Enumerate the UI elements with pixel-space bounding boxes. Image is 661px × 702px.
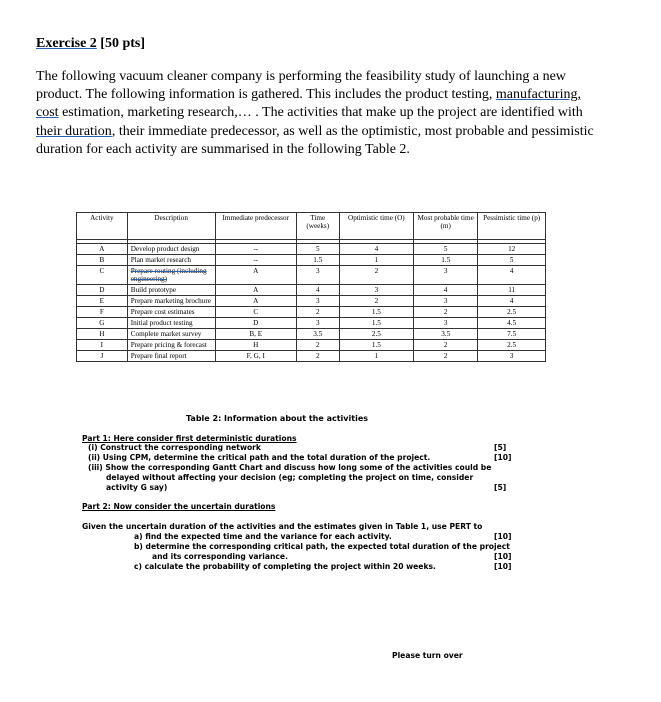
cell-most-probable: 4 — [414, 285, 478, 296]
table-row — [77, 318, 546, 329]
part1-item-iii-line2: delayed without affecting your decision (eg; completing the project on time, consider — [106, 473, 474, 482]
cell-description: Build prototype — [127, 285, 215, 296]
table-row — [77, 340, 546, 351]
cell-predecessor: F, G, I — [215, 351, 296, 362]
cell-time: 3.5 — [296, 329, 339, 340]
cell-pessimistic: 4 — [478, 296, 546, 307]
table-row — [77, 329, 546, 340]
cell-predecessor: H — [215, 340, 296, 351]
intro-underlined-1: manufacturing, cost — [36, 87, 581, 121]
cell-predecessor: A — [215, 285, 296, 296]
cell-optimistic: 4 — [339, 244, 413, 255]
cell-predecessor: A — [215, 266, 296, 285]
cell-pessimistic: 2.5 — [478, 340, 546, 351]
cell-activity: E — [77, 296, 128, 307]
header-activity: Activity — [77, 213, 128, 240]
table-row — [77, 307, 546, 318]
cell-most-probable: 3 — [414, 296, 478, 307]
cell-optimistic: 2 — [339, 296, 413, 307]
intro-paragraph — [36, 68, 596, 159]
table-caption: Table 2: Information about the activities — [186, 414, 368, 423]
part2-intro: Given the uncertain duration of the activities and the estimates given in Table 1, use PERT to — [82, 522, 483, 531]
exercise-label: Exercise 2 — [36, 36, 97, 51]
cell-optimistic: 1 — [339, 351, 413, 362]
cell-most-probable: 3.5 — [414, 329, 478, 340]
footer-text: Please turn over — [392, 651, 463, 660]
part1-heading: Part 1: Here consider first deterministic durations — [82, 434, 297, 443]
cell-pessimistic: 11 — [478, 285, 546, 296]
cell-activity: F — [77, 307, 128, 318]
part1-item-iii-line1: (iii) Show the corresponding Gantt Chart and discuss how long some of the activities could be — [88, 463, 492, 472]
cell-description: Plan market research — [127, 255, 215, 266]
cell-time: 2 — [296, 340, 339, 351]
cell-optimistic: 2 — [339, 266, 413, 285]
cell-optimistic: 2.5 — [339, 329, 413, 340]
table-header-row — [77, 213, 546, 240]
cell-predecessor: -- — [215, 255, 296, 266]
cell-most-probable: 1.5 — [414, 255, 478, 266]
cell-description: Prepare cost estimates — [127, 307, 215, 318]
header-pessimistic: Pessimistic time (p) — [478, 213, 546, 240]
intro-text-1: The following vacuum cleaner company is performing the feasibility study of launching a new product. The following information is gathered. This includes the product testing, — [36, 69, 566, 103]
cell-time: 5 — [296, 244, 339, 255]
cell-time: 3 — [296, 318, 339, 329]
cell-most-probable: 2 — [414, 351, 478, 362]
cell-activity: H — [77, 329, 128, 340]
cell-activity: I — [77, 340, 128, 351]
cell-most-probable: 5 — [414, 244, 478, 255]
cell-predecessor: A — [215, 296, 296, 307]
cell-time: 4 — [296, 285, 339, 296]
cell-activity: G — [77, 318, 128, 329]
cell-description: Prepare routing (including engineering) — [127, 266, 215, 285]
table-row — [77, 285, 546, 296]
part1-item-ii-points: [10] — [494, 453, 512, 462]
cell-description: Prepare pricing & forecast — [127, 340, 215, 351]
footer-note — [392, 651, 463, 660]
header-time: Time (weeks) — [296, 213, 339, 240]
part2-item-b-line2: and its corresponding variance. — [152, 552, 288, 561]
cell-activity: C — [77, 266, 128, 285]
cell-optimistic: 1.5 — [339, 340, 413, 351]
cell-pessimistic: 5 — [478, 255, 546, 266]
cell-time: 3 — [296, 266, 339, 285]
table-row — [77, 351, 546, 362]
part2-item-c-points: [10] — [494, 562, 512, 571]
cell-most-probable: 2 — [414, 307, 478, 318]
part1-item-ii: (ii) Using CPM, determine the critical path and the total duration of the project. — [88, 453, 431, 462]
cell-description: Develop product design — [127, 244, 215, 255]
cell-activity: J — [77, 351, 128, 362]
part2-item-b-points: [10] — [494, 552, 512, 561]
activity-table-container — [76, 212, 546, 362]
cell-time: 2 — [296, 307, 339, 318]
intro-text-3: , their immediate predecessor, as well as the optimistic, most probable and pessimistic duration for each activity are summarised in the following Table 2. — [36, 123, 594, 157]
cell-optimistic: 1 — [339, 255, 413, 266]
cell-optimistic: 3 — [339, 285, 413, 296]
part1-item-iii-points: [5] — [494, 483, 507, 492]
cell-activity: D — [77, 285, 128, 296]
cell-pessimistic: 3 — [478, 351, 546, 362]
intro-text-2: estimation, marketing research,… . The activities that make up the project are identified with — [58, 105, 583, 121]
exercise-points: [50 pts] — [96, 36, 146, 51]
header-optimistic: Optimistic time (O) — [339, 213, 413, 240]
cell-activity: B — [77, 255, 128, 266]
part2-heading: Part 2: Now consider the uncertain durations — [82, 502, 276, 511]
table-row — [77, 244, 546, 255]
cell-pessimistic: 4.5 — [478, 318, 546, 329]
table-row — [77, 296, 546, 307]
part2-item-a-points: [10] — [494, 532, 512, 541]
cell-description: Prepare marketing brochure — [127, 296, 215, 307]
part1-item-i: (i) Construct the corresponding network — [88, 443, 261, 452]
cell-activity: A — [77, 244, 128, 255]
cell-description: Prepare final report — [127, 351, 215, 362]
part2-item-b-line1: b) determine the corresponding critical path, the expected total duration of the project — [134, 542, 510, 551]
cell-predecessor: -- — [215, 244, 296, 255]
cell-pessimistic: 4 — [478, 266, 546, 285]
cell-time: 2 — [296, 351, 339, 362]
cell-predecessor: B, E — [215, 329, 296, 340]
cell-description: Complete market survey — [127, 329, 215, 340]
intro-underlined-2: their duration — [36, 123, 112, 139]
cell-most-probable: 2 — [414, 340, 478, 351]
table-row — [77, 255, 546, 266]
cell-pessimistic: 2.5 — [478, 307, 546, 318]
header-most-probable: Most probable time (m) — [414, 213, 478, 240]
cell-pessimistic: 12 — [478, 244, 546, 255]
cell-predecessor: D — [215, 318, 296, 329]
exercise-title — [36, 36, 145, 52]
cell-optimistic: 1.5 — [339, 307, 413, 318]
header-predecessor: Immediate predecessor — [215, 213, 296, 240]
cell-predecessor: C — [215, 307, 296, 318]
activity-table — [76, 212, 546, 362]
cell-most-probable: 3 — [414, 266, 478, 285]
part1-item-i-points: [5] — [494, 443, 507, 452]
cell-time: 3 — [296, 296, 339, 307]
table-row — [77, 266, 546, 285]
part2-item-c: c) calculate the probability of completing the project within 20 weeks. — [134, 562, 436, 571]
cell-time: 1.5 — [296, 255, 339, 266]
part2-item-a: a) find the expected time and the variance for each activity. — [134, 532, 392, 541]
header-description: Description — [127, 213, 215, 240]
cell-most-probable: 3 — [414, 318, 478, 329]
cell-optimistic: 1.5 — [339, 318, 413, 329]
cell-pessimistic: 7.5 — [478, 329, 546, 340]
part1-item-iii-line3: activity G say) — [106, 483, 168, 492]
cell-description: Initial product testing — [127, 318, 215, 329]
